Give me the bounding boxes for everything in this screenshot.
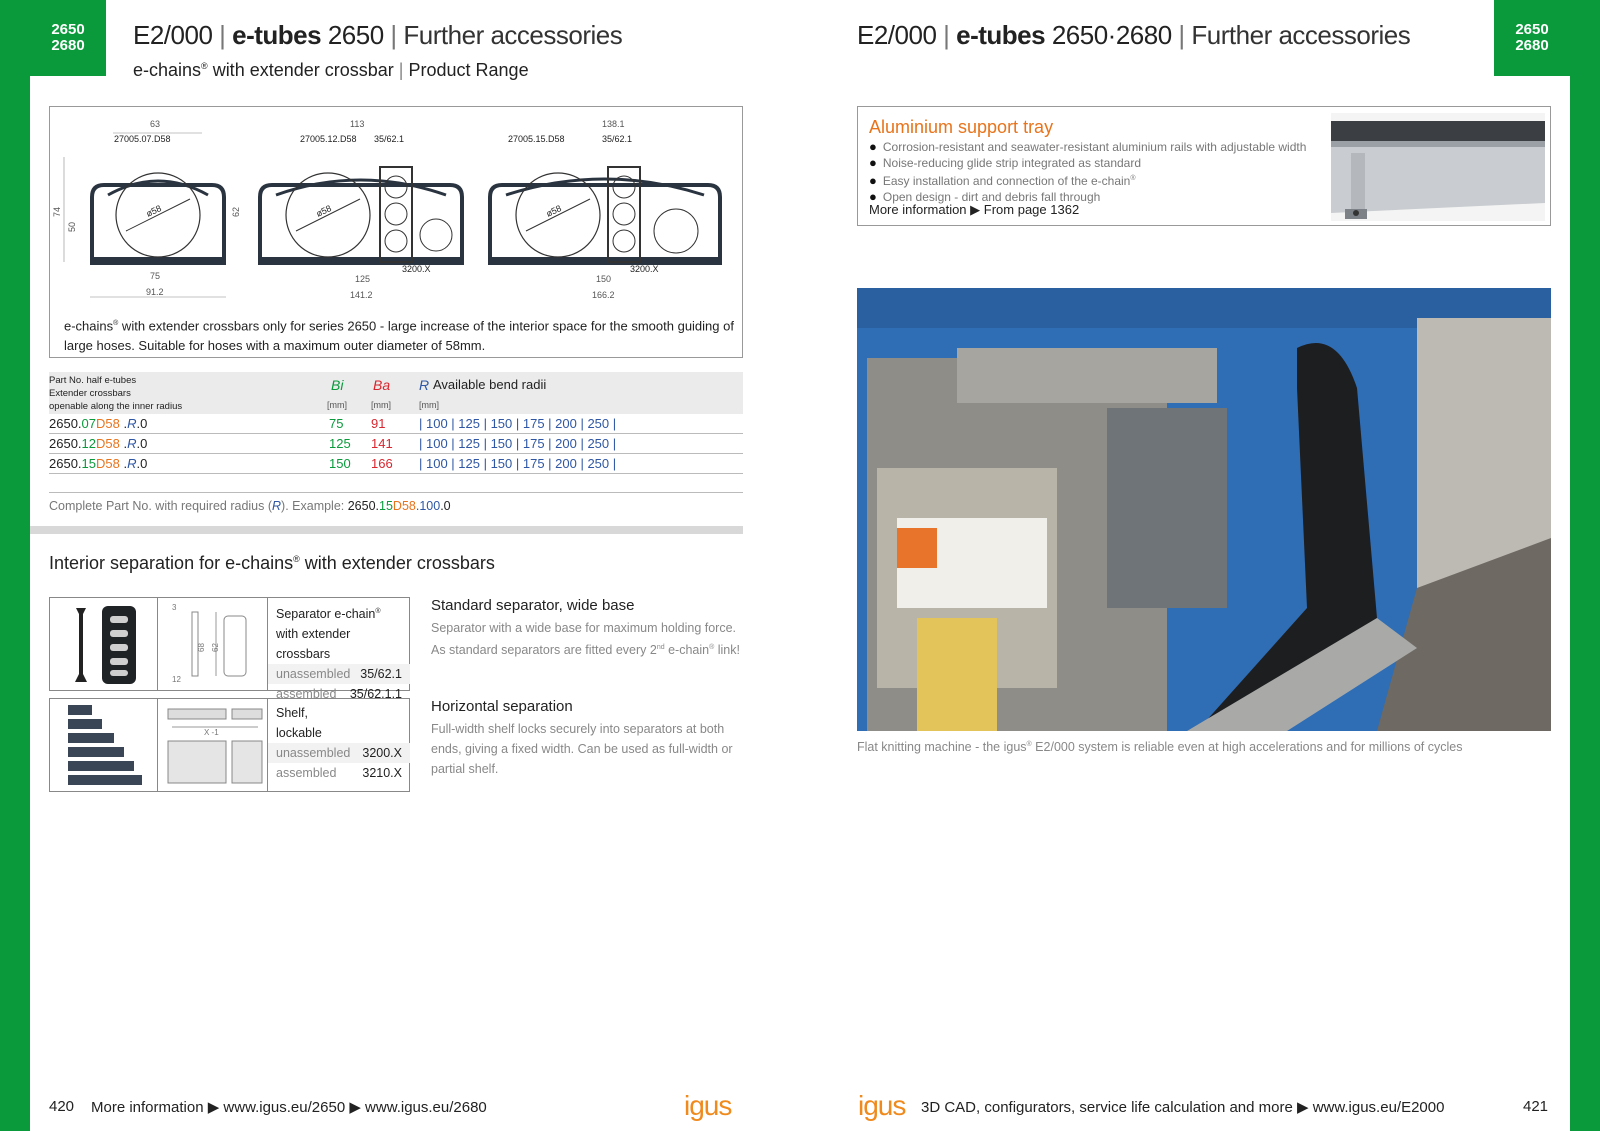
part-r: R: [127, 456, 137, 471]
note-text: ). Example:: [281, 499, 348, 513]
tab-number-2680: 2680: [51, 37, 85, 54]
title-brand: E2/000: [133, 20, 213, 50]
ba-value: 141: [371, 436, 393, 451]
shelf-accessory-card[interactable]: [49, 698, 410, 792]
dim-150: 150: [596, 274, 612, 284]
part-base: 2650.: [49, 436, 82, 451]
part-base: 2650.: [49, 416, 82, 431]
part-label-15: 27005.15.D58: [508, 134, 565, 144]
dim-3: 3: [172, 603, 177, 612]
diameter-label: ø58: [544, 203, 563, 219]
separator-photo: [50, 598, 158, 690]
part-end: .0: [136, 436, 148, 451]
shelf-description: [431, 698, 743, 779]
feature-text: Open design - dirt and debris fall through: [882, 190, 1101, 204]
ba-value: 166: [371, 456, 393, 471]
dim-141-2: 141.2: [350, 290, 373, 300]
aluminium-tray-title: Aluminium support tray: [869, 117, 1054, 137]
part-base: 2650.: [49, 456, 82, 471]
chain-12-drawing: [258, 167, 464, 265]
separator-label-2: 35/62.1: [602, 134, 633, 144]
example-end: .0: [440, 499, 451, 513]
row-value: 35/62.1.1: [349, 687, 402, 702]
dim-91-2: 91.2: [146, 287, 164, 297]
unit-bi: [mm]: [327, 400, 347, 410]
radii-values: | 100 | 125 | 150 | 175 | 200 | 250 |: [419, 416, 617, 431]
header-line: openable along the inner radius: [49, 401, 183, 412]
dim-62: 62: [211, 643, 220, 652]
technical-drawing-box: [49, 106, 743, 358]
feature-text: Noise-reducing glide strip integrated as standard: [882, 156, 1142, 170]
example-base: 2650.: [347, 499, 380, 513]
section-title-text: with extender crossbars: [299, 553, 495, 573]
drawing-caption: [64, 314, 734, 356]
complete-part-no-note: [49, 492, 743, 513]
table-row: [49, 454, 743, 474]
example-radius: .100: [415, 499, 441, 513]
feature-text: Corrosion-resistant and seawater-resistant aluminium rails with adjustable width: [882, 140, 1307, 154]
header-line: Part No. half e-tubes: [49, 375, 137, 386]
chain-15-drawing: [488, 167, 722, 265]
more-text: More information: [869, 202, 967, 217]
subtitle-rest: with extender crossbar: [207, 60, 394, 80]
title-brand: E2/000: [857, 20, 937, 50]
feature-item: [869, 155, 1306, 171]
part-d58: D58: [96, 436, 120, 451]
separator-title: [268, 598, 410, 664]
header-r: R: [419, 377, 430, 393]
shelf-unassembled-row: [268, 743, 410, 763]
title-product: e-tubes: [232, 20, 322, 50]
section-divider: [30, 526, 743, 534]
bi-value: 125: [329, 436, 351, 451]
title-series: 2650·2680: [1051, 20, 1172, 50]
row-value: 3210.X: [362, 766, 402, 780]
row-label: unassembled: [276, 667, 351, 682]
dim-x-1: X -1: [204, 728, 219, 737]
separator-info: [268, 598, 410, 704]
part-dot: .: [119, 436, 128, 451]
part-number: [49, 454, 147, 474]
page-title-right: [857, 20, 1410, 51]
dim-75: 75: [150, 271, 161, 281]
part-width: 12: [81, 436, 97, 451]
aluminium-tray-image: [1331, 113, 1545, 221]
part-width: 07: [81, 416, 97, 431]
table-row: [49, 434, 743, 454]
page-number-right: 421: [1523, 1098, 1549, 1115]
footer-more-info-links[interactable]: More information ▶ www.igus.eu/2650 ▶ www.igus.eu/2680: [91, 1099, 487, 1116]
description-text: Full-width shelf locks securely into separators at both ends, giving a fixed width. Can be used as full-width or partial shelf.: [431, 722, 733, 776]
header-radii: Available bend radii: [433, 377, 547, 392]
part-number-table: [49, 372, 743, 474]
radii-values: | 100 | 125 | 150 | 175 | 200 | 250 |: [419, 456, 617, 471]
description-title: Standard separator, wide base: [431, 597, 635, 614]
bi-value: 75: [329, 416, 344, 431]
separator-label-1: 35/62.1: [374, 134, 405, 144]
desc-text: Separator with a wide base for maximum holding force. As standard separators are fitted every 2: [431, 621, 737, 658]
title-text: with extender crossbars: [276, 627, 351, 662]
chain-07-drawing: [64, 133, 226, 297]
shelf-assembled-row: [268, 763, 410, 783]
dim-63: 63: [150, 119, 161, 129]
bi-value: 150: [329, 456, 351, 471]
crossbar-drawing: [50, 107, 744, 312]
row-label: assembled: [276, 687, 337, 702]
unit-ba: [mm]: [371, 400, 391, 410]
interior-section-title: [49, 553, 495, 574]
caption-text: Flat knitting machine - the igus: [857, 740, 1027, 754]
right-edge-stripe: [1570, 0, 1600, 1131]
ba-value: 91: [371, 416, 386, 431]
row-label: assembled: [276, 766, 337, 780]
separator-image: [50, 598, 157, 690]
registered-mark: ®: [201, 61, 208, 71]
diameter-label: ø58: [314, 203, 333, 219]
igus-logo: igus: [858, 1090, 906, 1121]
feature-item: [869, 171, 1306, 189]
title-topic: Further accessories: [403, 20, 623, 50]
dim-138-1: 138.1: [602, 119, 625, 129]
title-topic: Further accessories: [1191, 20, 1411, 50]
separator-accessory-card[interactable]: [49, 597, 410, 702]
description-text: [431, 618, 743, 660]
dim-50: 50: [67, 221, 77, 232]
header-line: Extender crossbars: [49, 388, 131, 399]
title-series: 2650: [327, 20, 384, 50]
ordinal-suffix: nd: [656, 644, 665, 651]
dim-166-2: 166.2: [592, 290, 615, 300]
part-r: R: [127, 436, 137, 451]
series-tab-left[interactable]: [30, 0, 106, 76]
dim-74: 74: [52, 206, 62, 217]
shelf-label-1: 3200.X: [402, 264, 431, 274]
page-title-left: [133, 20, 622, 51]
caption-text: with extender crossbars only for series 2650 - large increase of the interior space for the smooth guiding of large hoses. Suitable for hoses with a maximum outer diameter of 58mm.: [64, 318, 734, 354]
dim-125: 125: [355, 274, 371, 284]
registered-mark: ®: [1130, 175, 1136, 182]
part-dot: .: [119, 416, 128, 431]
part-number: [49, 434, 147, 454]
left-edge-stripe: [0, 0, 30, 1131]
part-r: R: [127, 416, 137, 431]
aluminium-tray-box: [857, 106, 1551, 226]
part-d58: D58: [96, 416, 120, 431]
row-label: unassembled: [276, 746, 351, 760]
table-header: [49, 372, 743, 414]
dim-68: 68: [197, 643, 206, 652]
header-part-no: [49, 374, 182, 413]
shelf-image: [50, 699, 157, 791]
photo-caption: [857, 740, 1462, 754]
dim-62: 62: [231, 206, 241, 217]
igus-logo: igus: [684, 1090, 732, 1121]
feature-item: [869, 139, 1306, 155]
registered-mark: ®: [1026, 740, 1032, 748]
series-tab-right[interactable]: [1494, 0, 1570, 76]
title-separator: |: [1178, 20, 1185, 50]
part-dot: .: [119, 456, 128, 471]
part-width: 15: [81, 456, 97, 471]
shelf-label-2: 3200.X: [630, 264, 659, 274]
title-text: Separator e-chain: [276, 607, 376, 622]
registered-mark: ®: [375, 608, 381, 615]
shelf-info: [268, 699, 410, 783]
more-text: From page 1362: [980, 202, 1080, 217]
arrow-right-icon: ▶: [970, 202, 981, 217]
example-d58: D58: [392, 499, 416, 513]
page-subtitle: [133, 60, 529, 81]
subtitle-range: Product Range: [408, 60, 529, 80]
caption-text: e-chains: [64, 318, 114, 334]
shelf-title: Shelf, lockable: [276, 706, 322, 740]
separator-dimension-drawing: [158, 598, 268, 690]
example-width: 15: [379, 499, 393, 513]
section-title-text: Interior separation for e-chains: [49, 553, 294, 573]
part-label-07: 27005.07.D58: [114, 134, 171, 144]
header-ba: Ba: [373, 377, 391, 393]
part-number: [49, 414, 147, 434]
radii-values: | 100 | 125 | 150 | 175 | 200 | 250 |: [419, 436, 617, 451]
title-separator: |: [219, 20, 226, 50]
separator-description: [431, 597, 743, 660]
note-r: R: [272, 499, 282, 513]
diameter-label: ø58: [144, 203, 163, 219]
shelf-photo: [50, 699, 158, 791]
tab-number-2650: 2650: [51, 21, 85, 38]
caption-text: E2/000 system is reliable even at high accelerations and for millions of cycles: [1031, 740, 1463, 754]
shelf-dimension-drawing: [158, 699, 268, 791]
row-value: 3200.X: [362, 746, 402, 760]
part-end: .0: [136, 456, 148, 471]
shelf-dim-svg: [158, 699, 267, 791]
dim-12: 12: [172, 675, 181, 684]
desc-text: link!: [714, 643, 740, 658]
desc-text: e-chain: [664, 643, 710, 658]
registered-mark: ®: [709, 644, 715, 651]
page-number-left: 420: [49, 1098, 75, 1115]
subtitle-separator: |: [398, 60, 404, 80]
footer-cad-links[interactable]: 3D CAD, configurators, service life calculation and more ▶ www.igus.eu/E2000: [921, 1099, 1445, 1116]
part-d58: D58: [96, 456, 120, 471]
separator-unassembled-row: [268, 664, 410, 684]
table-row: [49, 414, 743, 434]
feature-text: Easy installation and connection of the e-chain: [882, 174, 1131, 188]
part-end: .0: [136, 416, 148, 431]
unit-r: [mm]: [419, 400, 439, 410]
row-value: 35/62.1: [360, 667, 402, 682]
more-info-link[interactable]: [869, 202, 1079, 218]
subtitle-text: e-chains: [133, 60, 202, 80]
part-label-12: 27005.12.D58: [300, 134, 357, 144]
aluminium-feature-list: [869, 139, 1306, 205]
registered-mark: ®: [293, 554, 300, 564]
title-separator: |: [943, 20, 950, 50]
description-title: Horizontal separation: [431, 698, 573, 715]
tab-number-2650: 2650: [1515, 21, 1549, 38]
separator-dim-svg: [158, 598, 267, 690]
tab-number-2680: 2680: [1515, 37, 1549, 54]
dim-113: 113: [350, 119, 365, 129]
title-separator: |: [390, 20, 397, 50]
knitting-machine-photo: [857, 288, 1551, 731]
header-bi: Bi: [331, 377, 344, 393]
registered-mark: ®: [113, 320, 119, 327]
title-product: e-tubes: [956, 20, 1046, 50]
note-text: Complete Part No. with required radius (: [49, 499, 273, 513]
